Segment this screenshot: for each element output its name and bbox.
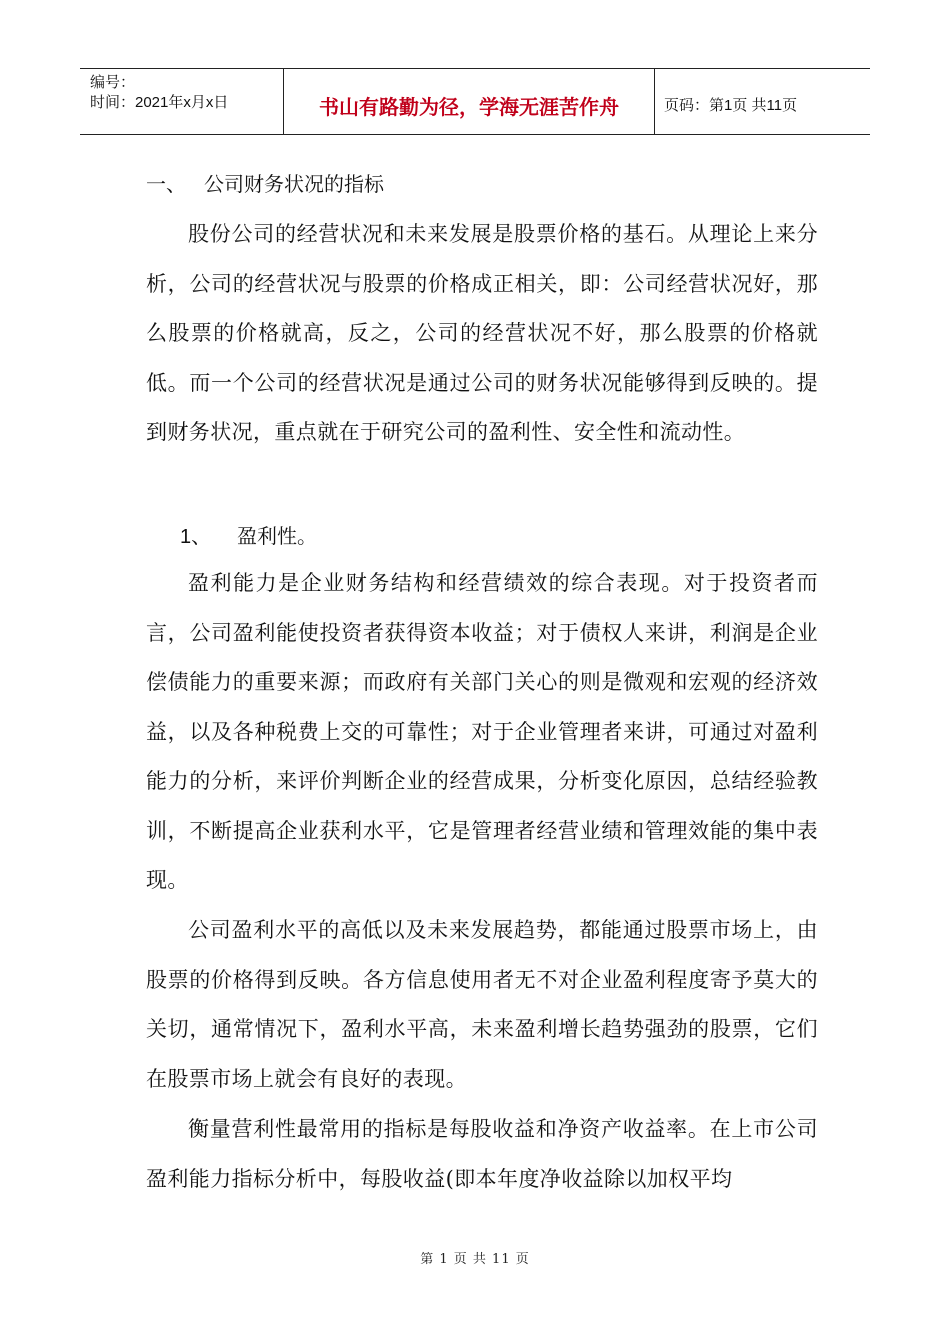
paragraph-indicators: 衡量营利性最常用的指标是每股收益和净资产收益率。在上市公司盈利能力指标分析中，每股收益(即本年度净收益除以加权平均 [146,1117,818,1191]
header-page-code: 页码：第1页 共11页 [664,97,798,114]
subsection-title: 盈利性。 [237,524,317,548]
section-number: 一、 [146,172,186,196]
header-motto: 书山有路勤为径，学海无涯苦作舟 [319,95,619,119]
header-info-cell [80,69,284,134]
page-footer: 第 1 页 共 11 页 [420,1252,530,1267]
paragraph-stock-market: 公司盈利水平的高低以及未来发展趋势，都能通过股票市场上，由股票的价格得到反映。各方信息使用者无不对企业盈利程度寄予莫大的关切，通常情况下，盈利水平高，未来盈利增长趋势强劲的股票，它们在股票市场上就会有良好的表现。 [146,918,818,1091]
document-time-label: 时间：2021年x月x日 [90,94,229,111]
paragraph-profitability: 盈利能力是企业财务结构和经营绩效的综合表现。对于投资者而言，公司盈利能使投资者获得资本收益；对于债权人来讲，利润是企业偿债能力的重要来源；而政府有关部门关心的则是微观和宏观的经济效益，以及各种税费上交的可靠性；对于企业管理者来讲，可通过对盈利能力的分析，来评价判断企业的经营成果，分析变化原因，总结经验教训，不断提高企业获利水平，它是管理者经营业绩和管理效能的集中表现。 [146,571,818,892]
subsection-heading [180,520,317,549]
page-header [80,68,870,135]
paragraph-intro: 股份公司的经营状况和未来发展是股票价格的基石。从理论上来分析，公司的经营状况与股票的价格成正相关，即：公司经营状况好，那么股票的价格就高，反之，公司的经营状况不好，那么股票的价格就低。而一个公司的经营状况是通过公司的财务状况能够得到反映的。提到财务状况，重点就在于研究公司的盈利性、安全性和流动性。 [146,222,818,444]
subsection-number: 1、 [180,526,212,548]
header-motto-cell [284,69,655,134]
section-heading [146,168,384,197]
header-page-cell [655,69,870,134]
section-title: 公司财务状况的指标 [204,172,384,196]
document-number-label: 编号： [90,74,136,91]
